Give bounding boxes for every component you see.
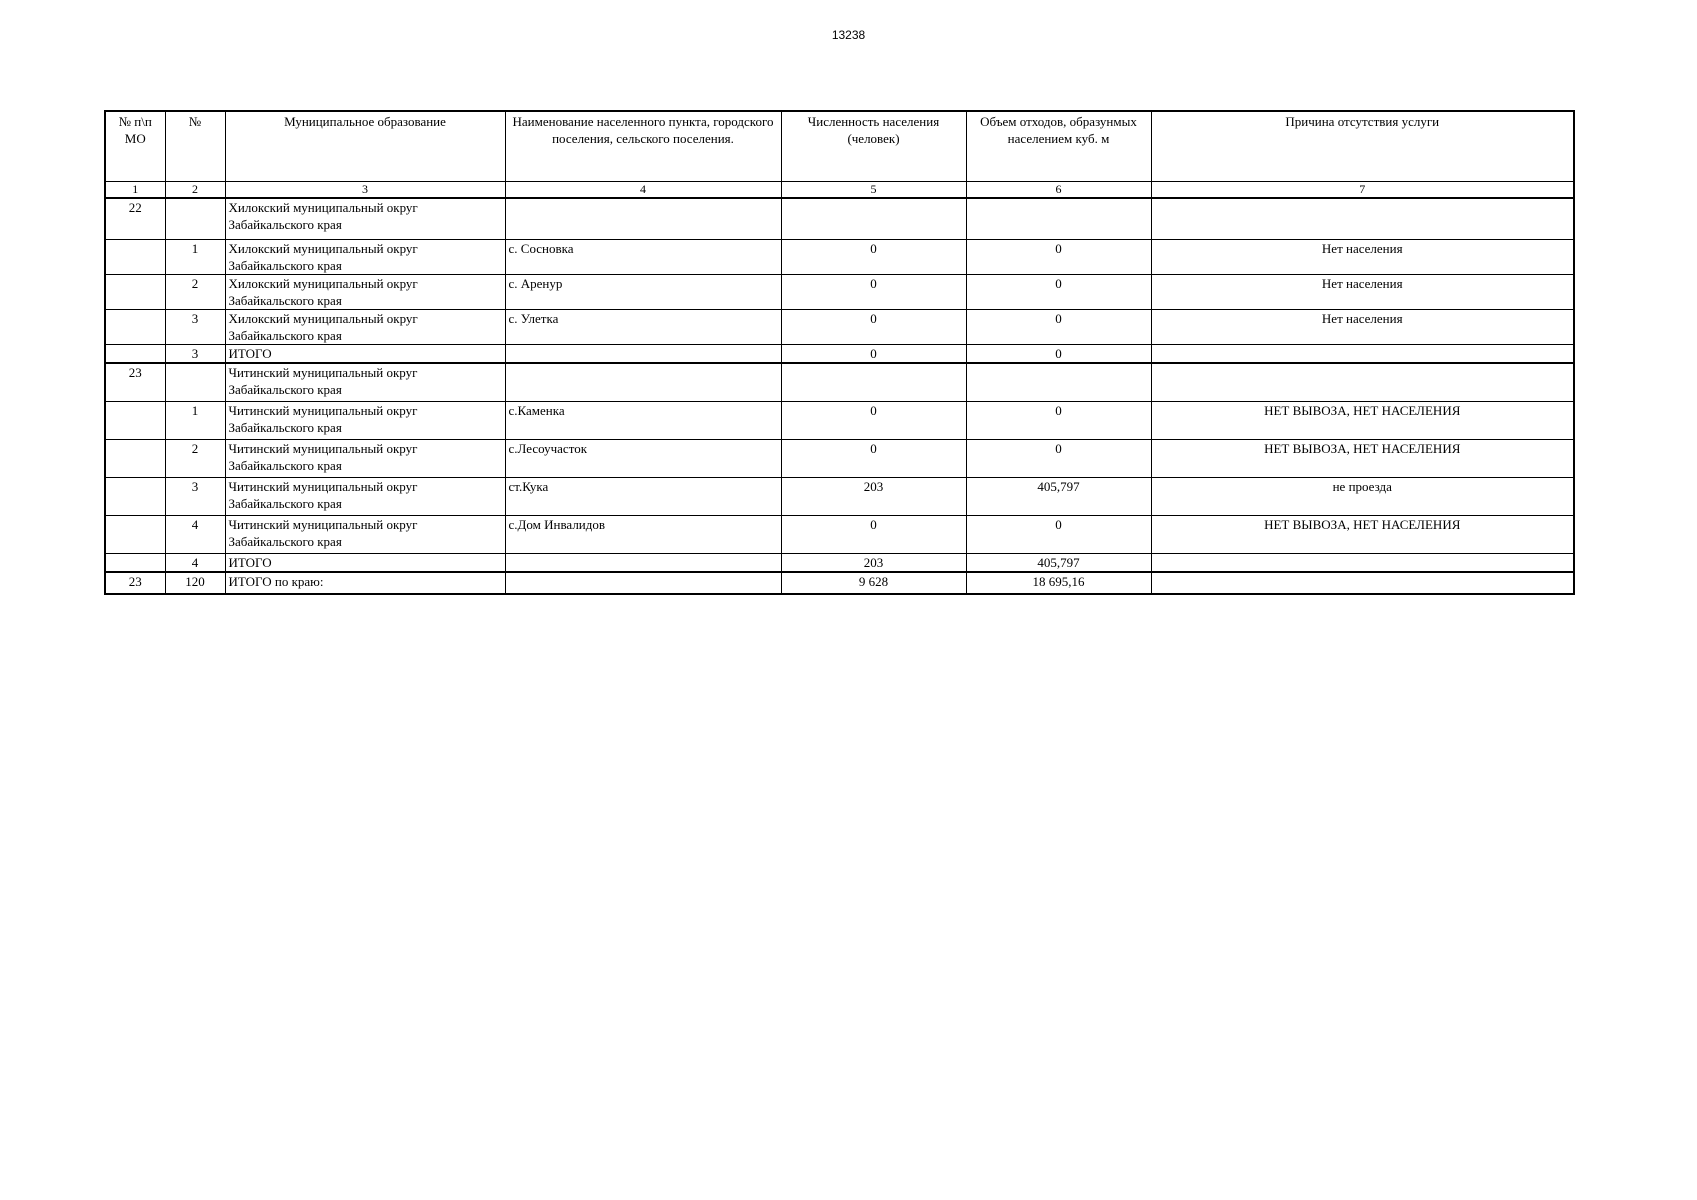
- total-count: 4: [165, 553, 225, 572]
- row-number: 2: [165, 275, 225, 310]
- row-reason: Нет населения: [1151, 240, 1574, 275]
- table-row: [105, 439, 1574, 477]
- column-number: 4: [505, 181, 781, 198]
- row-settlement: ст.Кука: [505, 477, 781, 515]
- row-population: 0: [781, 275, 966, 310]
- total-label: ИТОГО: [225, 553, 505, 572]
- header-number: №: [165, 111, 225, 181]
- column-number: 2: [165, 181, 225, 198]
- table-header-row: [105, 111, 1574, 181]
- group-header-row: [105, 198, 1574, 240]
- total-population: 0: [781, 345, 966, 364]
- row-municipality: Хилокский муниципальный округ Забайкальского края: [225, 240, 505, 275]
- header-volume: Объем отходов, образунмых населением куб. м: [966, 111, 1151, 181]
- row-population: 0: [781, 310, 966, 345]
- table-row: [105, 477, 1574, 515]
- total-population: 203: [781, 553, 966, 572]
- row-volume: 0: [966, 275, 1151, 310]
- row-number: 3: [165, 310, 225, 345]
- grand-total-population: 9 628: [781, 572, 966, 594]
- row-population: 0: [781, 515, 966, 553]
- row-volume: 0: [966, 401, 1151, 439]
- header-mo-number: № п\п МО: [105, 111, 165, 181]
- row-reason: не проезда: [1151, 477, 1574, 515]
- header-population: Численность населения (человек): [781, 111, 966, 181]
- group-mo-number: 22: [105, 198, 165, 240]
- grand-total-label: ИТОГО по краю:: [225, 572, 505, 594]
- total-label: ИТОГО: [225, 345, 505, 364]
- total-volume: 0: [966, 345, 1151, 364]
- row-municipality: Читинский муниципальный округ Забайкальского края: [225, 515, 505, 553]
- column-number: 5: [781, 181, 966, 198]
- grand-total-mo-count: 23: [105, 572, 165, 594]
- row-number: 4: [165, 515, 225, 553]
- column-number: 1: [105, 181, 165, 198]
- page-number: 13238: [831, 28, 866, 42]
- row-municipality: Читинский муниципальный округ Забайкальского края: [225, 401, 505, 439]
- row-reason: Нет населения: [1151, 310, 1574, 345]
- column-number: 3: [225, 181, 505, 198]
- row-settlement: с.Каменка: [505, 401, 781, 439]
- table-row: [105, 240, 1574, 275]
- row-settlement: с. Сосновка: [505, 240, 781, 275]
- row-reason: НЕТ ВЫВОЗА, НЕТ НАСЕЛЕНИЯ: [1151, 401, 1574, 439]
- total-count: 3: [165, 345, 225, 364]
- row-population: 203: [781, 477, 966, 515]
- group-mo-name: Читинский муниципальный округ Забайкальского края: [225, 363, 505, 401]
- row-volume: 0: [966, 515, 1151, 553]
- grand-total-volume: 18 695,16: [966, 572, 1151, 594]
- row-number: 2: [165, 439, 225, 477]
- header-municipality: Муниципальное образование: [225, 111, 505, 181]
- grand-total-row: [105, 572, 1574, 594]
- row-population: 0: [781, 240, 966, 275]
- row-settlement: с. Улетка: [505, 310, 781, 345]
- row-number: 1: [165, 240, 225, 275]
- row-municipality: Читинский муниципальный округ Забайкальского края: [225, 477, 505, 515]
- waste-report-table: [104, 110, 1575, 595]
- row-reason: НЕТ ВЫВОЗА, НЕТ НАСЕЛЕНИЯ: [1151, 515, 1574, 553]
- row-reason: Нет населения: [1151, 275, 1574, 310]
- row-number: 1: [165, 401, 225, 439]
- grand-total-count: 120: [165, 572, 225, 594]
- row-volume: 0: [966, 310, 1151, 345]
- row-municipality: Хилокский муниципальный округ Забайкальского края: [225, 275, 505, 310]
- row-municipality: Читинский муниципальный округ Забайкальского края: [225, 439, 505, 477]
- header-settlement: Наименование населенного пункта, городского поселения, сельского поселения.: [505, 111, 781, 181]
- group-total-row: [105, 345, 1574, 364]
- row-volume: 405,797: [966, 477, 1151, 515]
- row-volume: 0: [966, 240, 1151, 275]
- row-settlement: с.Лесоучасток: [505, 439, 781, 477]
- table-row: [105, 515, 1574, 553]
- row-number: 3: [165, 477, 225, 515]
- row-reason: НЕТ ВЫВОЗА, НЕТ НАСЕЛЕНИЯ: [1151, 439, 1574, 477]
- row-settlement: с. Аренур: [505, 275, 781, 310]
- row-volume: 0: [966, 439, 1151, 477]
- group-total-row: [105, 553, 1574, 572]
- group-header-row: [105, 363, 1574, 401]
- row-population: 0: [781, 439, 966, 477]
- table-row: [105, 401, 1574, 439]
- row-municipality: Хилокский муниципальный округ Забайкальского края: [225, 310, 505, 345]
- group-mo-name: Хилокский муниципальный округ Забайкальского края: [225, 198, 505, 240]
- column-number: 7: [1151, 181, 1574, 198]
- column-number: 6: [966, 181, 1151, 198]
- row-settlement: с.Дом Инвалидов: [505, 515, 781, 553]
- table-row: [105, 310, 1574, 345]
- table-row: [105, 275, 1574, 310]
- column-number-row: [105, 181, 1574, 198]
- header-reason: Причина отсутствия услуги: [1151, 111, 1574, 181]
- group-mo-number: 23: [105, 363, 165, 401]
- row-population: 0: [781, 401, 966, 439]
- total-volume: 405,797: [966, 553, 1151, 572]
